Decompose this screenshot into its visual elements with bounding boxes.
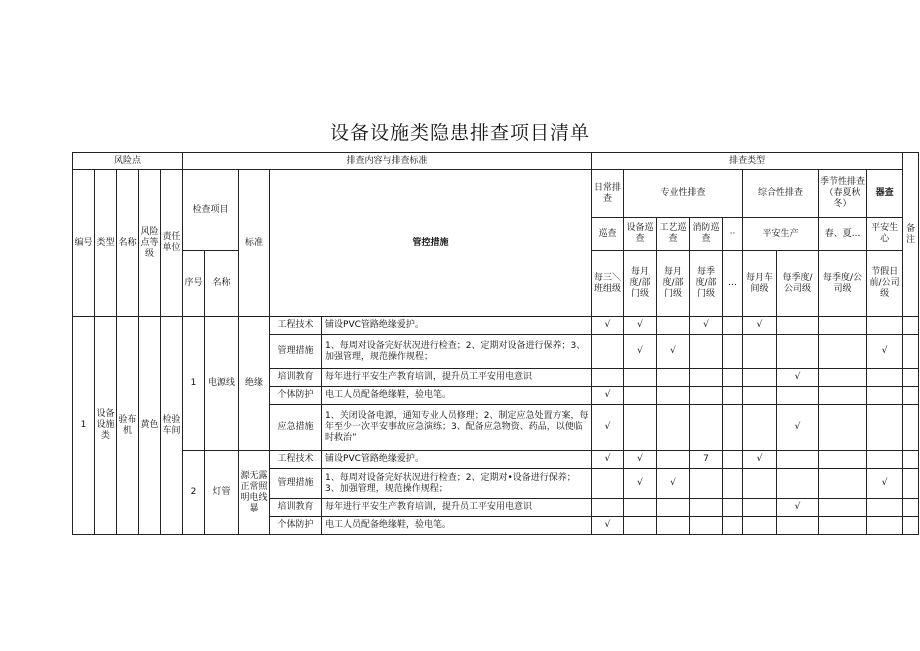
row-measure: 电工人员配备绝缘鞋，验电笔。 bbox=[322, 517, 592, 535]
row-measure: 1、每周对设备完好状况进行检查；2、定期对设备进行保养；3、加强管理，规范操作规程； bbox=[322, 335, 592, 369]
header-type: 类型 bbox=[95, 170, 117, 317]
check-mark bbox=[819, 369, 867, 387]
row-measure: 每年进行平安生产教育培训，提升员工平安用电意识 bbox=[322, 499, 592, 517]
table-row bbox=[73, 317, 919, 335]
row-measure: 1、每周对设备完好状况进行检查；2、定期对•设备进行保养；3、加强管理，规范操作规程； bbox=[322, 469, 592, 499]
check-mark bbox=[777, 469, 819, 499]
freq-holiday: 节假日前/公司级 bbox=[867, 251, 903, 317]
check-mark bbox=[743, 517, 777, 535]
row-measure: 铺设PVC管路绝缘爱护。 bbox=[322, 451, 592, 469]
check-mark bbox=[819, 387, 867, 405]
header-name: 名称 bbox=[117, 170, 139, 317]
check-mark bbox=[690, 369, 723, 387]
check-mark: √ bbox=[657, 469, 690, 499]
row-category: 工程技术 bbox=[270, 451, 322, 469]
check-mark bbox=[867, 369, 903, 387]
check-mark: √ bbox=[624, 451, 657, 469]
row-category: 培训教育 bbox=[270, 369, 322, 387]
item-standard: 源无露正常照明电线暴 bbox=[239, 451, 270, 535]
check-mark bbox=[723, 335, 743, 369]
check-mark: √ bbox=[592, 517, 624, 535]
check-mark: √ bbox=[867, 469, 903, 499]
check-mark bbox=[723, 317, 743, 335]
check-mark bbox=[657, 451, 690, 469]
group-name: 验布机 bbox=[117, 317, 139, 535]
check-mark bbox=[723, 387, 743, 405]
check-mark bbox=[624, 369, 657, 387]
header-seq: 序号 bbox=[183, 251, 205, 317]
check-mark: √ bbox=[624, 469, 657, 499]
sub-dots: ·· bbox=[723, 218, 743, 251]
check-mark bbox=[690, 405, 723, 451]
check-mark bbox=[903, 451, 919, 469]
item-standard: 绝缘 bbox=[239, 317, 270, 451]
row-category: 个体防护 bbox=[270, 517, 322, 535]
header-comprehensive: 综合性排查 bbox=[743, 170, 819, 218]
check-mark bbox=[592, 369, 624, 387]
check-mark: √ bbox=[624, 317, 657, 335]
freq-process: 每月度/部门级 bbox=[657, 251, 690, 317]
group-type: 设备设施类 bbox=[95, 317, 117, 535]
check-mark: √ bbox=[690, 317, 723, 335]
group-no: 1 bbox=[73, 317, 95, 535]
check-mark bbox=[777, 317, 819, 335]
table-row bbox=[73, 451, 919, 469]
freq-equip: 每月度/部门级 bbox=[624, 251, 657, 317]
check-mark bbox=[657, 405, 690, 451]
row-category: 管理措施 bbox=[270, 335, 322, 369]
check-mark bbox=[690, 387, 723, 405]
row-measure: 铺设PVC管路绝缘爱护。 bbox=[322, 317, 592, 335]
sub-process: 工艺巡查 bbox=[657, 218, 690, 251]
check-mark bbox=[690, 499, 723, 517]
check-mark: √ bbox=[777, 499, 819, 517]
row-measure: 每年进行平安生产教育培训，提升员工平安用电意识 bbox=[322, 369, 592, 387]
check-mark: 7 bbox=[690, 451, 723, 469]
check-mark: √ bbox=[592, 451, 624, 469]
check-mark: √ bbox=[743, 317, 777, 335]
check-mark bbox=[867, 405, 903, 451]
header-resp-unit: 责任单位 bbox=[161, 170, 183, 317]
check-mark: √ bbox=[743, 451, 777, 469]
header-standard: 标准 bbox=[239, 170, 270, 317]
item-name: 灯管 bbox=[205, 451, 239, 535]
sub-safety: 平安生产 bbox=[743, 218, 819, 251]
header-check-content: 排查内容与排查标准 bbox=[183, 153, 592, 170]
row-category: 个体防护 bbox=[270, 387, 322, 405]
check-mark bbox=[723, 517, 743, 535]
check-mark bbox=[743, 335, 777, 369]
check-mark bbox=[903, 335, 919, 369]
sub-spring: 春、夏... bbox=[819, 218, 867, 251]
header-check-type: 排查类型 bbox=[592, 153, 903, 170]
check-mark bbox=[723, 369, 743, 387]
check-mark bbox=[743, 405, 777, 451]
freq-daily: 每三＼班组级 bbox=[592, 251, 624, 317]
check-mark bbox=[819, 405, 867, 451]
sub-fire: 消防巡查 bbox=[690, 218, 723, 251]
header-risk-point: 风险点 bbox=[73, 153, 183, 170]
check-mark bbox=[624, 387, 657, 405]
check-mark bbox=[624, 499, 657, 517]
freq-monthly: 每月车间级 bbox=[743, 251, 777, 317]
row-category: 管理措施 bbox=[270, 469, 322, 499]
check-mark bbox=[743, 469, 777, 499]
check-mark bbox=[819, 451, 867, 469]
group-resp-unit: 检验车间 bbox=[161, 317, 183, 535]
group-risk-level: 黄色 bbox=[139, 317, 161, 535]
check-mark bbox=[723, 405, 743, 451]
check-mark bbox=[743, 369, 777, 387]
check-mark bbox=[867, 317, 903, 335]
check-mark: √ bbox=[867, 335, 903, 369]
check-mark bbox=[657, 387, 690, 405]
check-mark bbox=[690, 517, 723, 535]
row-category: 应急措施 bbox=[270, 405, 322, 451]
row-measure: 电工人员配备绝缘鞋，验电笔。 bbox=[322, 387, 592, 405]
check-mark: √ bbox=[592, 387, 624, 405]
row-measure: 1、关闭设备电源，通知专业人员修理；2、制定应急处置方案，每年至少一次平安事故应急演练；3、配备应急物资、药品，以便临时救治” bbox=[322, 405, 592, 451]
row-category: 工程技术 bbox=[270, 317, 322, 335]
check-mark bbox=[592, 335, 624, 369]
check-mark bbox=[819, 335, 867, 369]
header-seasonal: 季节性排查（春夏秋冬） bbox=[819, 170, 867, 218]
check-mark: √ bbox=[657, 335, 690, 369]
check-mark bbox=[592, 499, 624, 517]
check-mark bbox=[657, 317, 690, 335]
item-seq: 1 bbox=[183, 317, 205, 451]
check-mark: √ bbox=[777, 405, 819, 451]
inspection-table bbox=[72, 152, 919, 535]
check-mark bbox=[819, 317, 867, 335]
check-mark bbox=[777, 387, 819, 405]
freq-season: 每季度/公司级 bbox=[819, 251, 867, 317]
sub-holiday: 平安生心 bbox=[867, 218, 903, 251]
check-mark bbox=[819, 469, 867, 499]
header-item-name: 名称 bbox=[205, 251, 239, 317]
check-mark bbox=[903, 387, 919, 405]
check-mark bbox=[657, 499, 690, 517]
check-mark bbox=[867, 517, 903, 535]
check-mark bbox=[657, 369, 690, 387]
item-name: 电源线 bbox=[205, 317, 239, 451]
header-risk-level: 风险点等级 bbox=[139, 170, 161, 317]
check-mark bbox=[903, 317, 919, 335]
check-mark bbox=[903, 469, 919, 499]
check-mark bbox=[903, 369, 919, 387]
check-mark bbox=[903, 517, 919, 535]
header-daily: 日常排查 bbox=[592, 170, 624, 218]
check-mark: √ bbox=[592, 405, 624, 451]
header-check-item: 检查项目 bbox=[183, 170, 239, 251]
check-mark bbox=[867, 451, 903, 469]
header-big-glyph: 器查 bbox=[867, 170, 903, 218]
check-mark: √ bbox=[777, 369, 819, 387]
row-category: 培训教育 bbox=[270, 499, 322, 517]
check-mark bbox=[723, 469, 743, 499]
check-mark: √ bbox=[624, 335, 657, 369]
check-mark bbox=[657, 517, 690, 535]
check-mark bbox=[903, 405, 919, 451]
page-title: 设备设施类隐患排查项目清单 bbox=[329, 122, 590, 144]
check-mark bbox=[777, 517, 819, 535]
check-mark bbox=[903, 499, 919, 517]
sub-equip: 设备巡查 bbox=[624, 218, 657, 251]
check-mark bbox=[867, 387, 903, 405]
check-mark bbox=[690, 469, 723, 499]
check-mark bbox=[624, 405, 657, 451]
item-seq: 2 bbox=[183, 451, 205, 535]
check-mark bbox=[592, 469, 624, 499]
check-mark bbox=[743, 387, 777, 405]
freq-fire: 每季度/部门级 bbox=[690, 251, 723, 317]
check-mark bbox=[690, 335, 723, 369]
header-measures: 管控措施 bbox=[270, 170, 592, 317]
check-mark bbox=[819, 517, 867, 535]
check-mark bbox=[723, 499, 743, 517]
check-mark bbox=[743, 499, 777, 517]
header-remark: 备注 bbox=[903, 153, 919, 317]
check-mark bbox=[819, 499, 867, 517]
check-mark: √ bbox=[592, 317, 624, 335]
header-no: 编号 bbox=[73, 170, 95, 317]
check-mark bbox=[723, 451, 743, 469]
check-mark bbox=[777, 335, 819, 369]
check-mark bbox=[624, 517, 657, 535]
freq-company: 每季度/公司级 bbox=[777, 251, 819, 317]
check-mark bbox=[867, 499, 903, 517]
header-special: 专业性排查 bbox=[624, 170, 743, 218]
freq-dots: … bbox=[723, 251, 743, 317]
sub-patrol: 巡查 bbox=[592, 218, 624, 251]
check-mark bbox=[777, 451, 819, 469]
